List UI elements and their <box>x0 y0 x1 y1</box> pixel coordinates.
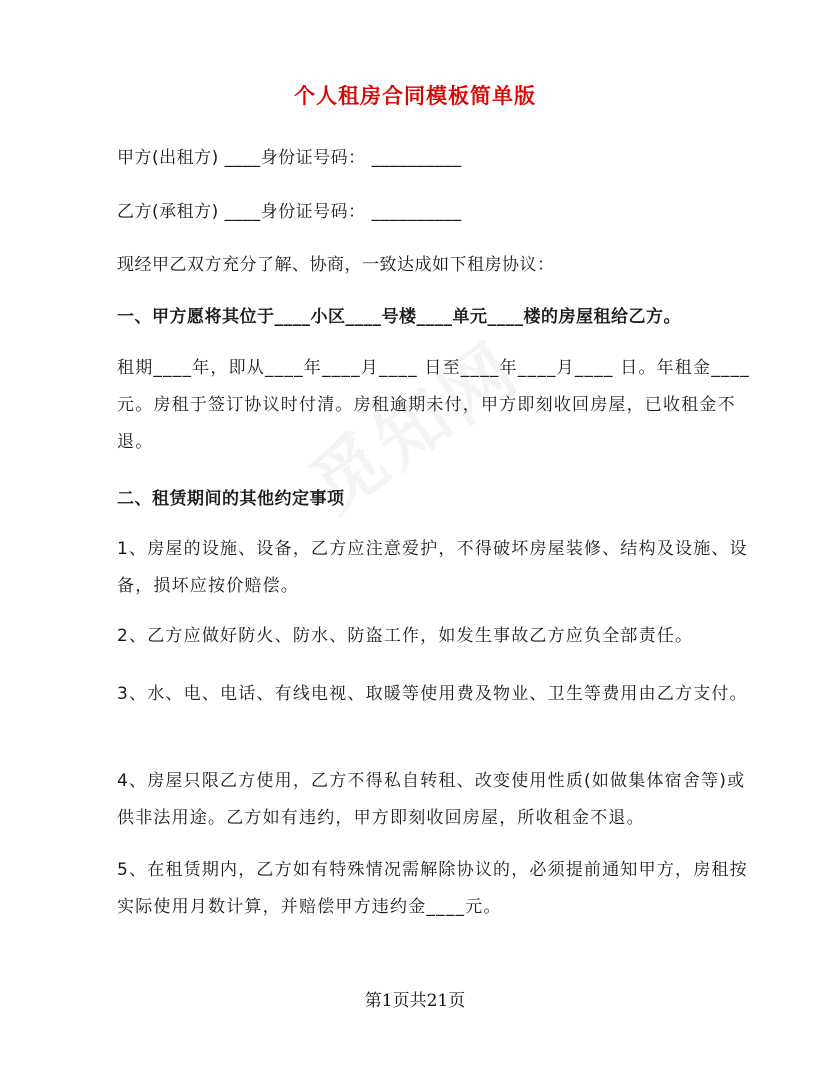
section1-heading: 一、甲方愿将其位于____小区____号楼____单元____楼的房屋租给乙方。 <box>117 307 681 327</box>
clause-1: 1、房屋的设施、设备，乙方应注意爱护，不得破坏房屋装修、结构及设施、设备，损坏应按价赔偿。 <box>117 539 748 596</box>
clause-5: 5、在租赁期内，乙方如有特殊情况需解除协议的，必须提前通知甲方，房租按实际使用月数计算，并赔偿甲方违约金____元。 <box>117 860 748 917</box>
document-title: 个人租房合同模板简单版 <box>294 84 536 108</box>
clause-2: 2、乙方应做好防火、防水、防盗工作，如发生事故乙方应负全部责任。 <box>117 626 694 646</box>
clause-3: 3、水、电、电话、有线电视、取暖等使用费及物业、卫生等费用由乙方支付。 <box>117 684 748 704</box>
clause-4: 4、房屋只限乙方使用，乙方不得私自转租、改变使用性质(如做集体宿舍等)或供非法用途。乙方如有违约，甲方即刻收回房屋，所收租金不退。 <box>117 771 746 828</box>
party-b-line: 乙方(承租方) ____身份证号码： __________ <box>117 202 462 222</box>
page-number: 第1页共21页 <box>364 991 466 1011</box>
intro-paragraph: 现经甲乙双方充分了解、协商，一致达成如下租房协议： <box>117 255 555 275</box>
section2-heading: 二、租赁期间的其他约定事项 <box>117 489 345 509</box>
section1-body: 租期____年，即从____年____月____ 日至____年____月____ 日。年租金____元。房租于签订协议时付清。房租逾期未付，甲方即刻收回房屋，已收租金不退。 <box>117 358 751 452</box>
party-a-line: 甲方(出租方) ____身份证号码： __________ <box>117 148 462 168</box>
